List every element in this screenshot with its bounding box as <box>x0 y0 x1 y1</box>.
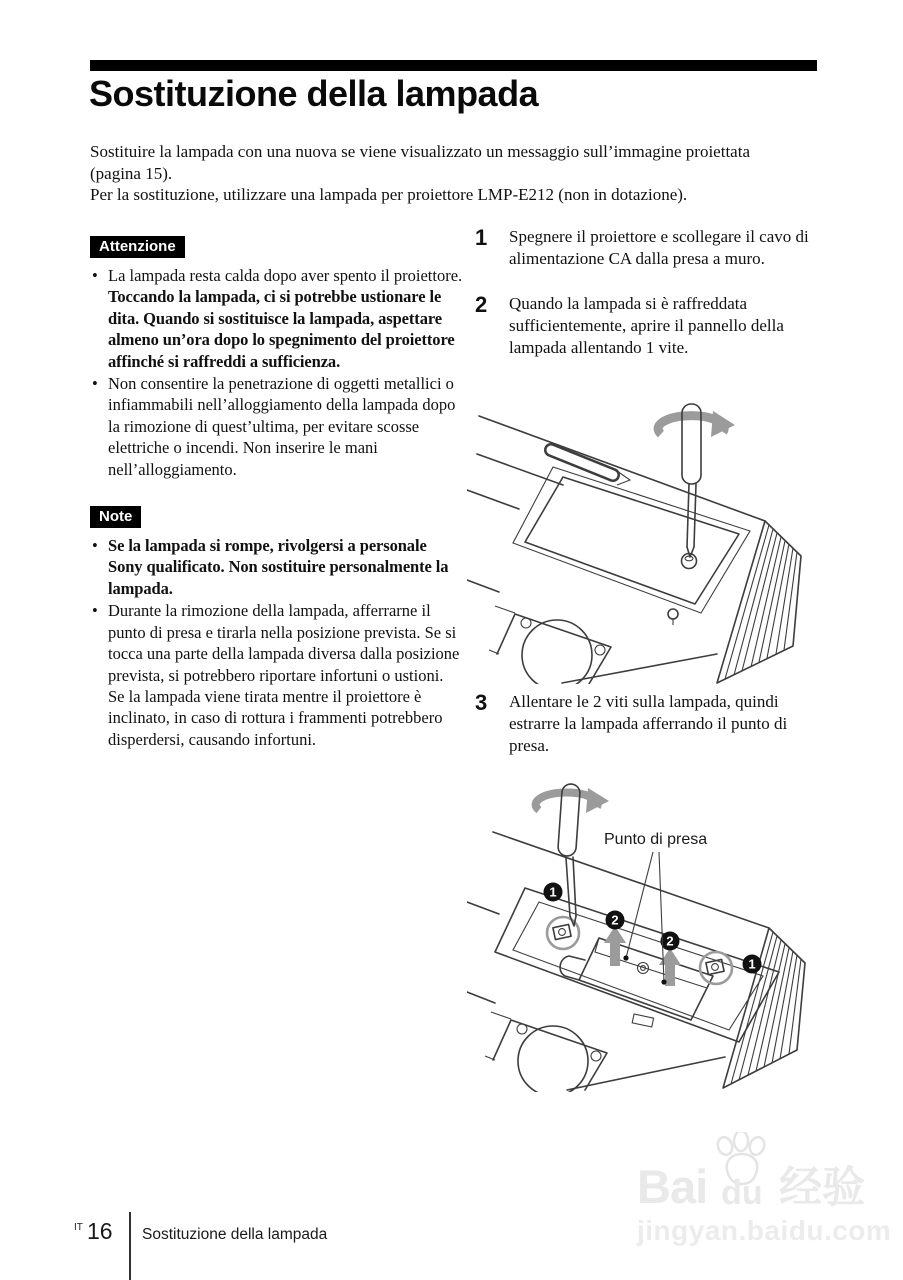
vent-ribs-icon <box>725 525 797 679</box>
step-2-number: 2 <box>475 292 488 317</box>
note-item-2: • Durante la rimozione della lampada, afferrarne il punto di presa e tirarla nella posizione prevista. Se si tocca una parte della lampada diversa dalla posizione prevista, si potrebbero riportare infortuni o ustioni. Se la lampada viene tirata mentre il proiettore è inclinato, in caso di rottura i frammenti potrebbero disperdersi, causando infortuni. <box>90 600 464 750</box>
attention-list <box>90 265 464 480</box>
intro-paragraph <box>90 141 787 206</box>
page-title: Sostituzione della lampada <box>89 73 539 114</box>
fan-grille-icon <box>489 606 611 684</box>
step-3 <box>475 691 875 757</box>
title-rule-bar <box>90 60 817 71</box>
svg-text:1: 1 <box>549 884 557 900</box>
left-column <box>90 236 464 751</box>
step-3-number: 3 <box>475 690 488 715</box>
step-1-text: Spegnere il proiettore e scollegare il cavo di alimentazione CA dalla presa a muro. <box>509 227 809 268</box>
marker-grip-2-left <box>606 911 625 930</box>
screwdriver-icon <box>658 404 735 557</box>
marker-screw-1-left <box>544 883 563 902</box>
marker-screw-1-right <box>743 955 762 974</box>
marker-grip-2-right <box>661 932 680 951</box>
attention-badge: Attenzione <box>90 236 185 258</box>
footer-divider <box>129 1212 131 1280</box>
watermark-brand-cn: 经验 <box>779 1164 866 1212</box>
footer-language-code: IT <box>74 1222 83 1233</box>
note-list <box>90 535 464 750</box>
watermark-brand-du: du <box>721 1174 763 1212</box>
projector-top-edge <box>479 416 765 521</box>
grip-point-label: Punto di presa <box>604 831 708 848</box>
attention-item-1: • La lampada resta calda dopo aver spento il proiettore. Toccando la lampada, ci si potrebbe ustionare le dita. Quando si sostituisce la lampada, aspettare almeno un’ora dopo lo spegnimento del proiettore affinché si raffreddi a sufficienza. <box>90 265 464 372</box>
fan-grille-icon <box>485 1012 607 1092</box>
panel-recess-outline <box>513 467 750 613</box>
right-column <box>475 226 875 1092</box>
svg-text:2: 2 <box>666 933 674 949</box>
lamp-cover-panel <box>525 477 739 604</box>
svg-text:2: 2 <box>611 912 619 928</box>
corner-screw-icon <box>668 609 678 619</box>
note-badge: Note <box>90 506 141 528</box>
figure-lamp-removal <box>467 780 867 1092</box>
svg-text:1: 1 <box>748 956 756 972</box>
watermark-brand-bai: Bai <box>637 1160 708 1213</box>
footer-section-title: Sostituzione della lampada <box>142 1226 328 1243</box>
footer-page-number: 16 <box>87 1218 113 1244</box>
step-2-text: Quando la lampada si è raffreddata sufficientemente, aprire il pannello della lampada allentando 1 vite. <box>509 294 784 357</box>
step-1-number: 1 <box>475 225 488 250</box>
note-item-1: • Se la lampada si rompe, rivolgersi a personale Sony qualificato. Non sostituire personalmente la lampada. <box>90 535 464 599</box>
baidu-jingyan-watermark <box>637 1146 903 1245</box>
intro-line-2: Per la sostituzione, utilizzare una lampada per proiettore LMP-E212 (non in dotazione). <box>90 185 688 204</box>
watermark-url: jingyan.baidu.com <box>637 1215 892 1246</box>
lamp-screw-right <box>700 952 732 984</box>
step-3-text: Allentare le 2 viti sulla lampada, quindi estrarre la lampada afferrando il punto di presa. <box>509 692 788 755</box>
step-1 <box>475 226 875 270</box>
intro-line-1: Sostituire la lampada con una nuova se viene visualizzato un messaggio sull’immagine proiettata (pagina 15). <box>90 142 750 183</box>
vent-ribs-icon <box>731 932 801 1084</box>
figure-lamp-panel-screw <box>467 392 862 684</box>
attention-item-2: • Non consentire la penetrazione di oggetti metallici o infiammabili nell’alloggiamento della lampada dopo la rimozione di quest’ultima, per evitare scosse elettriche o incendi. Non inserire le mani nell’alloggiamento. <box>90 373 464 480</box>
step-2 <box>475 293 875 359</box>
